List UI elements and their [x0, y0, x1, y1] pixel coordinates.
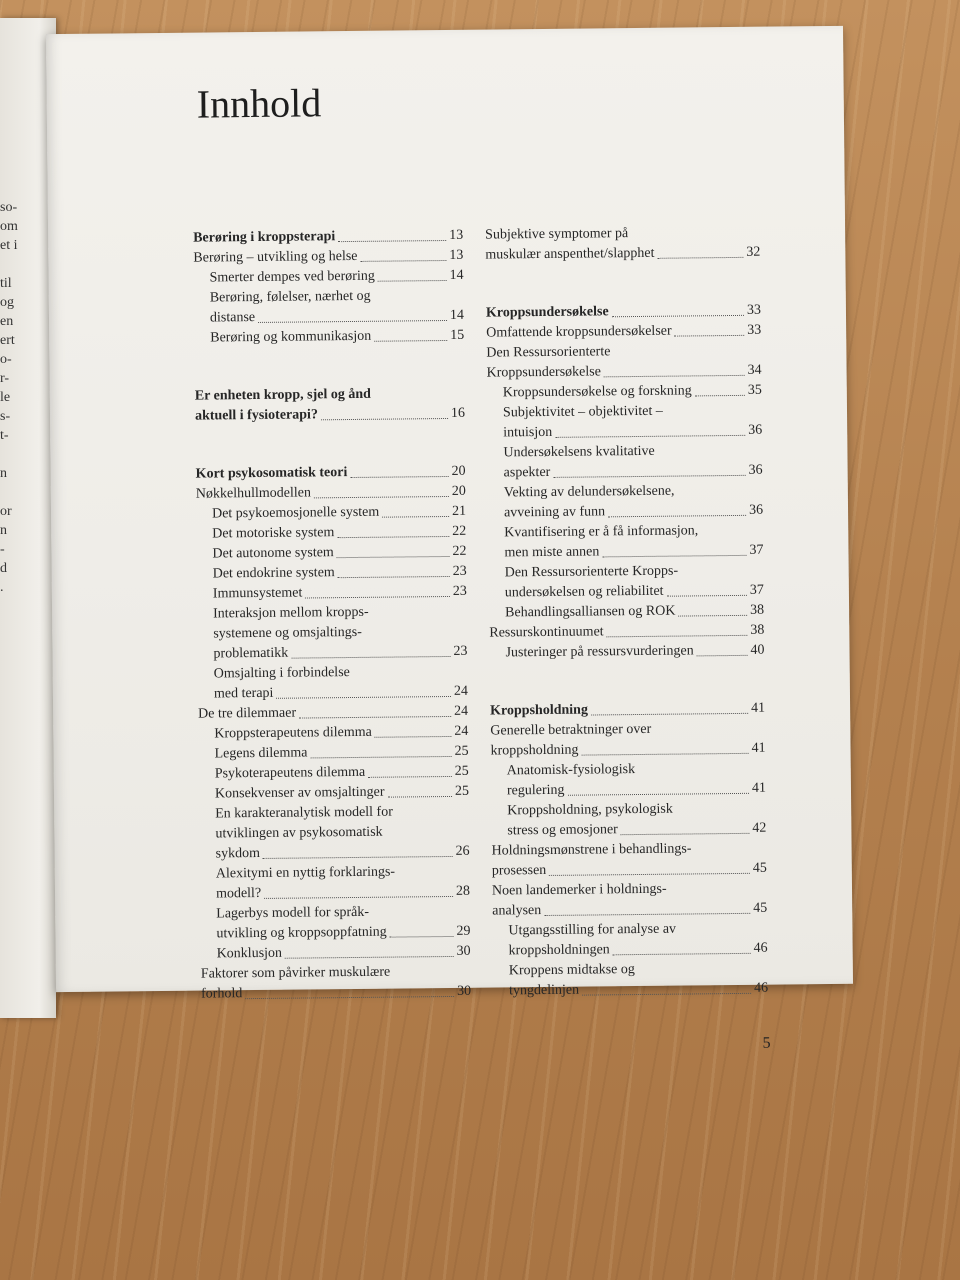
dot-leader [378, 280, 447, 282]
toc-entry-title: Kroppsholdning [490, 702, 589, 719]
toc-entry-page: 41 [751, 780, 767, 796]
dot-leader [305, 596, 450, 599]
toc-entry-title: muskulær anspenthet/slapphet [485, 245, 655, 263]
toc-entry[interactable] [195, 404, 465, 427]
toc-entry[interactable] [194, 326, 464, 349]
toc-entry-title: Det psykoemosjonelle system [211, 504, 380, 522]
dot-leader [337, 556, 450, 558]
toc-entry-page: 46 [753, 940, 768, 956]
left-page-text-fragment: d [0, 561, 7, 576]
toc-entry-page: 25 [454, 763, 469, 779]
toc-entry[interactable] [195, 384, 465, 407]
toc-entry-page: 46 [753, 980, 769, 996]
dot-leader [675, 335, 745, 337]
left-page-text-fragment: o- [0, 352, 12, 367]
left-page-text-fragment: n [0, 466, 7, 481]
toc-entry[interactable] [196, 482, 466, 505]
toc-entry-title: Smerter dempes ved berøring [209, 268, 375, 286]
toc-entry-title: Alexitymi en nyttig forklarings- [215, 864, 396, 882]
dot-leader [291, 656, 450, 659]
toc-entry-title: Undersøkelsens kvalitative [503, 443, 655, 461]
toc-entry[interactable] [193, 266, 463, 289]
page-title: Innhold [196, 80, 322, 127]
dot-leader [667, 595, 747, 597]
toc-entry[interactable] [199, 822, 469, 845]
toc-entry-page: 33 [746, 302, 762, 318]
toc-entry-title: kroppsholdning [490, 742, 579, 759]
toc-entry-page: 34 [747, 362, 762, 378]
toc-entry-page: 25 [454, 783, 470, 799]
toc-entry[interactable] [198, 742, 468, 765]
toc-entry-page: 32 [746, 244, 761, 260]
left-page-text-fragment: en [0, 314, 14, 329]
toc-entry-title: Det motoriske system [212, 525, 335, 542]
dot-leader [602, 555, 746, 558]
toc-entry-page: 20 [451, 483, 466, 499]
toc-entry-title: Noen landemerker i holdnings- [491, 881, 667, 899]
toc-entry[interactable] [199, 802, 469, 825]
toc-entry[interactable] [196, 502, 466, 525]
toc-entry-title: intuisjon [503, 424, 553, 441]
toc-entry-title: stress og emosjoner [507, 822, 618, 839]
toc-entry-title: systemene og omsjaltings- [213, 624, 362, 642]
toc-entry[interactable] [198, 702, 468, 725]
toc-entry-title: kroppsholdningen [508, 942, 610, 959]
dot-leader [678, 615, 747, 617]
toc-entry-page: 24 [453, 683, 469, 699]
dot-leader [258, 320, 447, 323]
dot-leader [338, 576, 450, 578]
toc-entry-page: 26 [455, 843, 470, 859]
toc-entry-page: 35 [747, 382, 762, 398]
toc-entry-title: Omfattende kroppsundersøkelser [486, 323, 672, 341]
left-page-text-fragment: til [0, 276, 12, 291]
toc-entry[interactable] [200, 862, 470, 885]
section-gap [485, 263, 760, 304]
toc-entry-page: 30 [456, 983, 472, 999]
toc-entry-title: Psykoterapeutens dilemma [214, 764, 366, 782]
toc-entry-title: Justeringer på ressursvurderingen [505, 643, 694, 661]
toc-entry-page: 41 [751, 700, 766, 716]
toc-entry-title: men miste annen [504, 544, 600, 561]
toc-entry-page: 29 [456, 923, 471, 939]
toc-entry-title: Den Ressursorienterte Kropps- [504, 563, 679, 581]
toc-column-right [485, 223, 768, 1002]
toc-entry-title: Kort psykosomatisk teori [195, 465, 348, 482]
toc-entry[interactable] [198, 682, 468, 705]
toc-entry-title: aspekter [503, 464, 551, 481]
toc-entry-title: Kroppsundersøkelse og forskning [502, 383, 692, 401]
toc-entry[interactable] [201, 942, 471, 965]
toc-entry[interactable] [201, 962, 471, 985]
toc-entry-title: Kroppens midtakse og [508, 962, 635, 979]
dot-leader [321, 418, 448, 420]
toc-entry-title: Berøring i kroppsterapi [193, 229, 336, 246]
toc-entry-page: 38 [750, 622, 765, 638]
toc-entry-title: Konklusjon [216, 945, 283, 962]
dot-leader [621, 833, 750, 835]
section-gap [194, 346, 464, 387]
toc-entry-title: Subjektive symptomer på [485, 226, 629, 243]
dot-leader [555, 435, 745, 438]
toc-entry[interactable] [201, 982, 471, 1005]
toc-entry-page: 28 [455, 883, 471, 899]
toc-entry-title: En karakteranalytisk modell for [215, 804, 393, 822]
left-page-text-fragment: ert [0, 333, 15, 348]
toc-entry-title: Kroppsundersøkelse [486, 364, 601, 381]
toc-entry-page: 24 [454, 723, 469, 739]
toc-entry[interactable] [197, 602, 467, 625]
left-page-text-fragment: om [0, 219, 18, 234]
toc-entry[interactable] [199, 762, 469, 785]
toc-entry-title: Interaksjon mellom kropps- [213, 604, 369, 622]
toc-entry-title: avveining av funn [503, 504, 606, 521]
toc-entry-title: Er enheten kropp, sjel og ånd [194, 386, 371, 404]
toc-entry-title: Faktorer som påvirker muskulære [200, 964, 391, 982]
left-page-text-fragment: og [0, 295, 14, 310]
toc-entry-page: 25 [454, 743, 469, 759]
toc-entry-page: 22 [452, 523, 467, 539]
dot-leader [697, 655, 748, 657]
toc-entry-page: 42 [752, 820, 767, 836]
toc-entry-title: Vekting av delundersøkelsene, [503, 483, 675, 501]
toc-entry[interactable] [196, 542, 466, 565]
toc-entry-title: prosessen [491, 862, 547, 879]
toc-entry[interactable] [196, 522, 466, 545]
toc-entry-title: Det autonome system [212, 545, 334, 562]
dot-leader [695, 395, 745, 397]
dot-leader [607, 635, 748, 637]
toc-entry-title: sykdom [215, 845, 261, 862]
dot-leader [604, 375, 745, 377]
toc-entry-page: 14 [449, 267, 464, 283]
dot-leader [337, 536, 449, 538]
dot-leader [299, 716, 451, 719]
dot-leader [276, 696, 451, 699]
toc-entry-title: tyngdelinjen [508, 982, 580, 999]
dot-leader [544, 913, 750, 916]
toc-entry-title: med terapi [213, 685, 274, 702]
toc-entry[interactable] [196, 462, 466, 485]
toc-entry-title: Det endokrine system [212, 565, 335, 582]
toc-entry-page: 15 [450, 327, 465, 343]
toc-entry-title: Anatomisk-fysiologisk [506, 762, 636, 779]
left-page-text-fragment: . [0, 580, 4, 595]
dot-leader [374, 340, 447, 342]
dot-leader [285, 956, 454, 959]
toc-entry-page: 30 [456, 943, 471, 959]
toc-entry-title: Berøring – utvikling og helse [193, 248, 358, 266]
toc-entry-page: 20 [451, 463, 466, 479]
dot-leader [368, 776, 452, 778]
toc-entry[interactable] [197, 642, 467, 665]
toc-entry[interactable] [493, 979, 768, 1002]
dot-leader [314, 496, 449, 498]
dot-leader [382, 516, 449, 518]
page-number: 5 [762, 1034, 771, 1052]
toc-entry-title: De tre dilemmaer [198, 705, 297, 722]
toc-entry-page: 41 [751, 740, 766, 756]
toc-entry[interactable] [200, 902, 470, 925]
toc-entry-page: 37 [749, 582, 764, 598]
toc-entry-page: 24 [454, 703, 469, 719]
left-page-text-fragment: et i [0, 238, 18, 253]
toc-entry-title: Kroppsundersøkelse [485, 304, 609, 321]
toc-entry-page: 36 [748, 462, 763, 478]
toc-entry-title: modell? [215, 885, 262, 902]
dot-leader [613, 953, 751, 955]
dot-leader [264, 896, 453, 899]
toc-entry-title: Immunsystemet [212, 585, 303, 602]
dot-leader [390, 936, 454, 938]
left-page-text-fragment: so- [0, 200, 18, 215]
toc-entry[interactable] [194, 306, 464, 329]
toc-entry-page: 14 [449, 307, 465, 323]
toc-entry-title: utvikling og kroppsoppfatning [216, 924, 387, 942]
toc-entry-page: 38 [750, 602, 765, 618]
toc-entry[interactable] [193, 226, 463, 249]
dot-leader [338, 240, 446, 242]
toc-entry-title: distanse [209, 309, 256, 326]
toc-entry-page: 36 [748, 422, 763, 438]
toc-entry-page: 45 [752, 860, 767, 876]
toc-entry[interactable] [193, 246, 463, 269]
dot-leader [375, 736, 452, 738]
toc-entry-page: 21 [451, 503, 467, 519]
toc-entry-title: Ressurskontinuumet [489, 624, 604, 641]
toc-entry-title: Subjektivitet – objektivitet – [502, 403, 663, 421]
toc-entry-title: aktuell i fysioterapi? [194, 407, 318, 424]
toc-entry-page: 13 [449, 247, 464, 263]
toc-entry-title: Nøkkelhullmodellen [195, 485, 312, 502]
toc-entry[interactable] [197, 562, 467, 585]
toc-entry[interactable] [197, 622, 467, 645]
toc-entry[interactable] [200, 882, 470, 905]
toc-entry-page: 13 [449, 227, 464, 243]
dot-leader [591, 713, 748, 716]
left-page-text-fragment: n [0, 523, 7, 538]
dot-leader [388, 796, 452, 798]
toc-entry-title: Kroppsterapeutens dilemma [214, 724, 372, 742]
toc-entry-title: Legens dilemma [214, 745, 308, 762]
toc-entry-title: Lagerbys modell for språk- [216, 904, 370, 922]
toc-entry-title: Den Ressursorienterte [486, 344, 611, 361]
toc-entry-page: 22 [452, 543, 467, 559]
left-page-text-fragment: s- [0, 409, 11, 424]
toc-entry-page: 33 [747, 322, 762, 338]
left-page-text-fragment: t- [0, 428, 9, 443]
dot-leader [582, 993, 751, 996]
toc-entry-page: 36 [748, 502, 764, 518]
toc-entry-title: utviklingen av psykosomatisk [215, 824, 383, 842]
toc-entry[interactable] [198, 662, 468, 685]
toc-entry-page: 40 [750, 642, 765, 658]
toc-entry-title: undersøkelsen og reliabilitet [504, 583, 664, 601]
toc-entry[interactable] [200, 922, 470, 945]
toc-entry-title: Omsjalting i forbindelse [213, 665, 350, 682]
toc-entry-title: Berøring og kommunikasjon [210, 328, 372, 346]
dot-leader [263, 856, 453, 859]
section-gap [195, 424, 465, 465]
toc-entry[interactable] [200, 842, 470, 865]
toc-entry-title: forhold [201, 986, 243, 1002]
toc-entry-title: problematikk [213, 645, 289, 662]
toc-entry-title: Behandlingsalliansen og ROK [505, 603, 676, 621]
toc-entry-page: 37 [749, 542, 764, 558]
toc-entry-title: analysen [492, 903, 542, 919]
left-page-text-fragment: le [0, 390, 11, 405]
toc-entry-title: Konsekvenser av omsjaltinger [214, 784, 385, 802]
dot-leader [658, 257, 744, 259]
toc-entry[interactable] [199, 782, 469, 805]
toc-entry-title: Utgangsstilling for analyse av [508, 921, 677, 939]
toc-entry[interactable] [198, 722, 468, 745]
toc-entry[interactable] [194, 286, 464, 309]
toc-entry-title: regulering [506, 782, 565, 799]
toc-column-left [193, 226, 471, 1005]
dot-leader [608, 515, 746, 517]
toc-entry-title: Kroppsholdning, psykologisk [507, 801, 673, 819]
toc-entry-page: 16 [450, 405, 466, 421]
toc-entry-page: 45 [753, 900, 768, 916]
toc-entry-page: 23 [452, 563, 467, 579]
left-page-text-fragment: - [0, 542, 5, 557]
toc-entry-page: 23 [452, 583, 467, 599]
toc-entry-title: Kvantifisering er å få informasjon, [504, 523, 699, 541]
dot-leader [553, 475, 745, 478]
toc-entry-title: Berøring, følelser, nærhet og [209, 288, 371, 306]
dot-leader [350, 476, 448, 478]
dot-leader [245, 996, 454, 999]
dot-leader [361, 260, 447, 262]
left-page-text-fragment: r- [0, 371, 10, 386]
left-page-text-fragment: or [0, 504, 12, 519]
dot-leader [568, 793, 749, 796]
dot-leader [549, 873, 750, 876]
section-gap [490, 661, 765, 702]
dot-leader [311, 756, 452, 758]
toc-entry-title: Holdningsmønstrene i behandlings- [491, 841, 692, 859]
toc-entry-page: 23 [453, 643, 468, 659]
toc-entry[interactable] [197, 582, 467, 605]
toc-entry-title: Generelle betraktninger over [490, 721, 652, 739]
book-page [46, 26, 853, 1052]
dot-leader [612, 315, 744, 317]
dot-leader [581, 753, 748, 756]
